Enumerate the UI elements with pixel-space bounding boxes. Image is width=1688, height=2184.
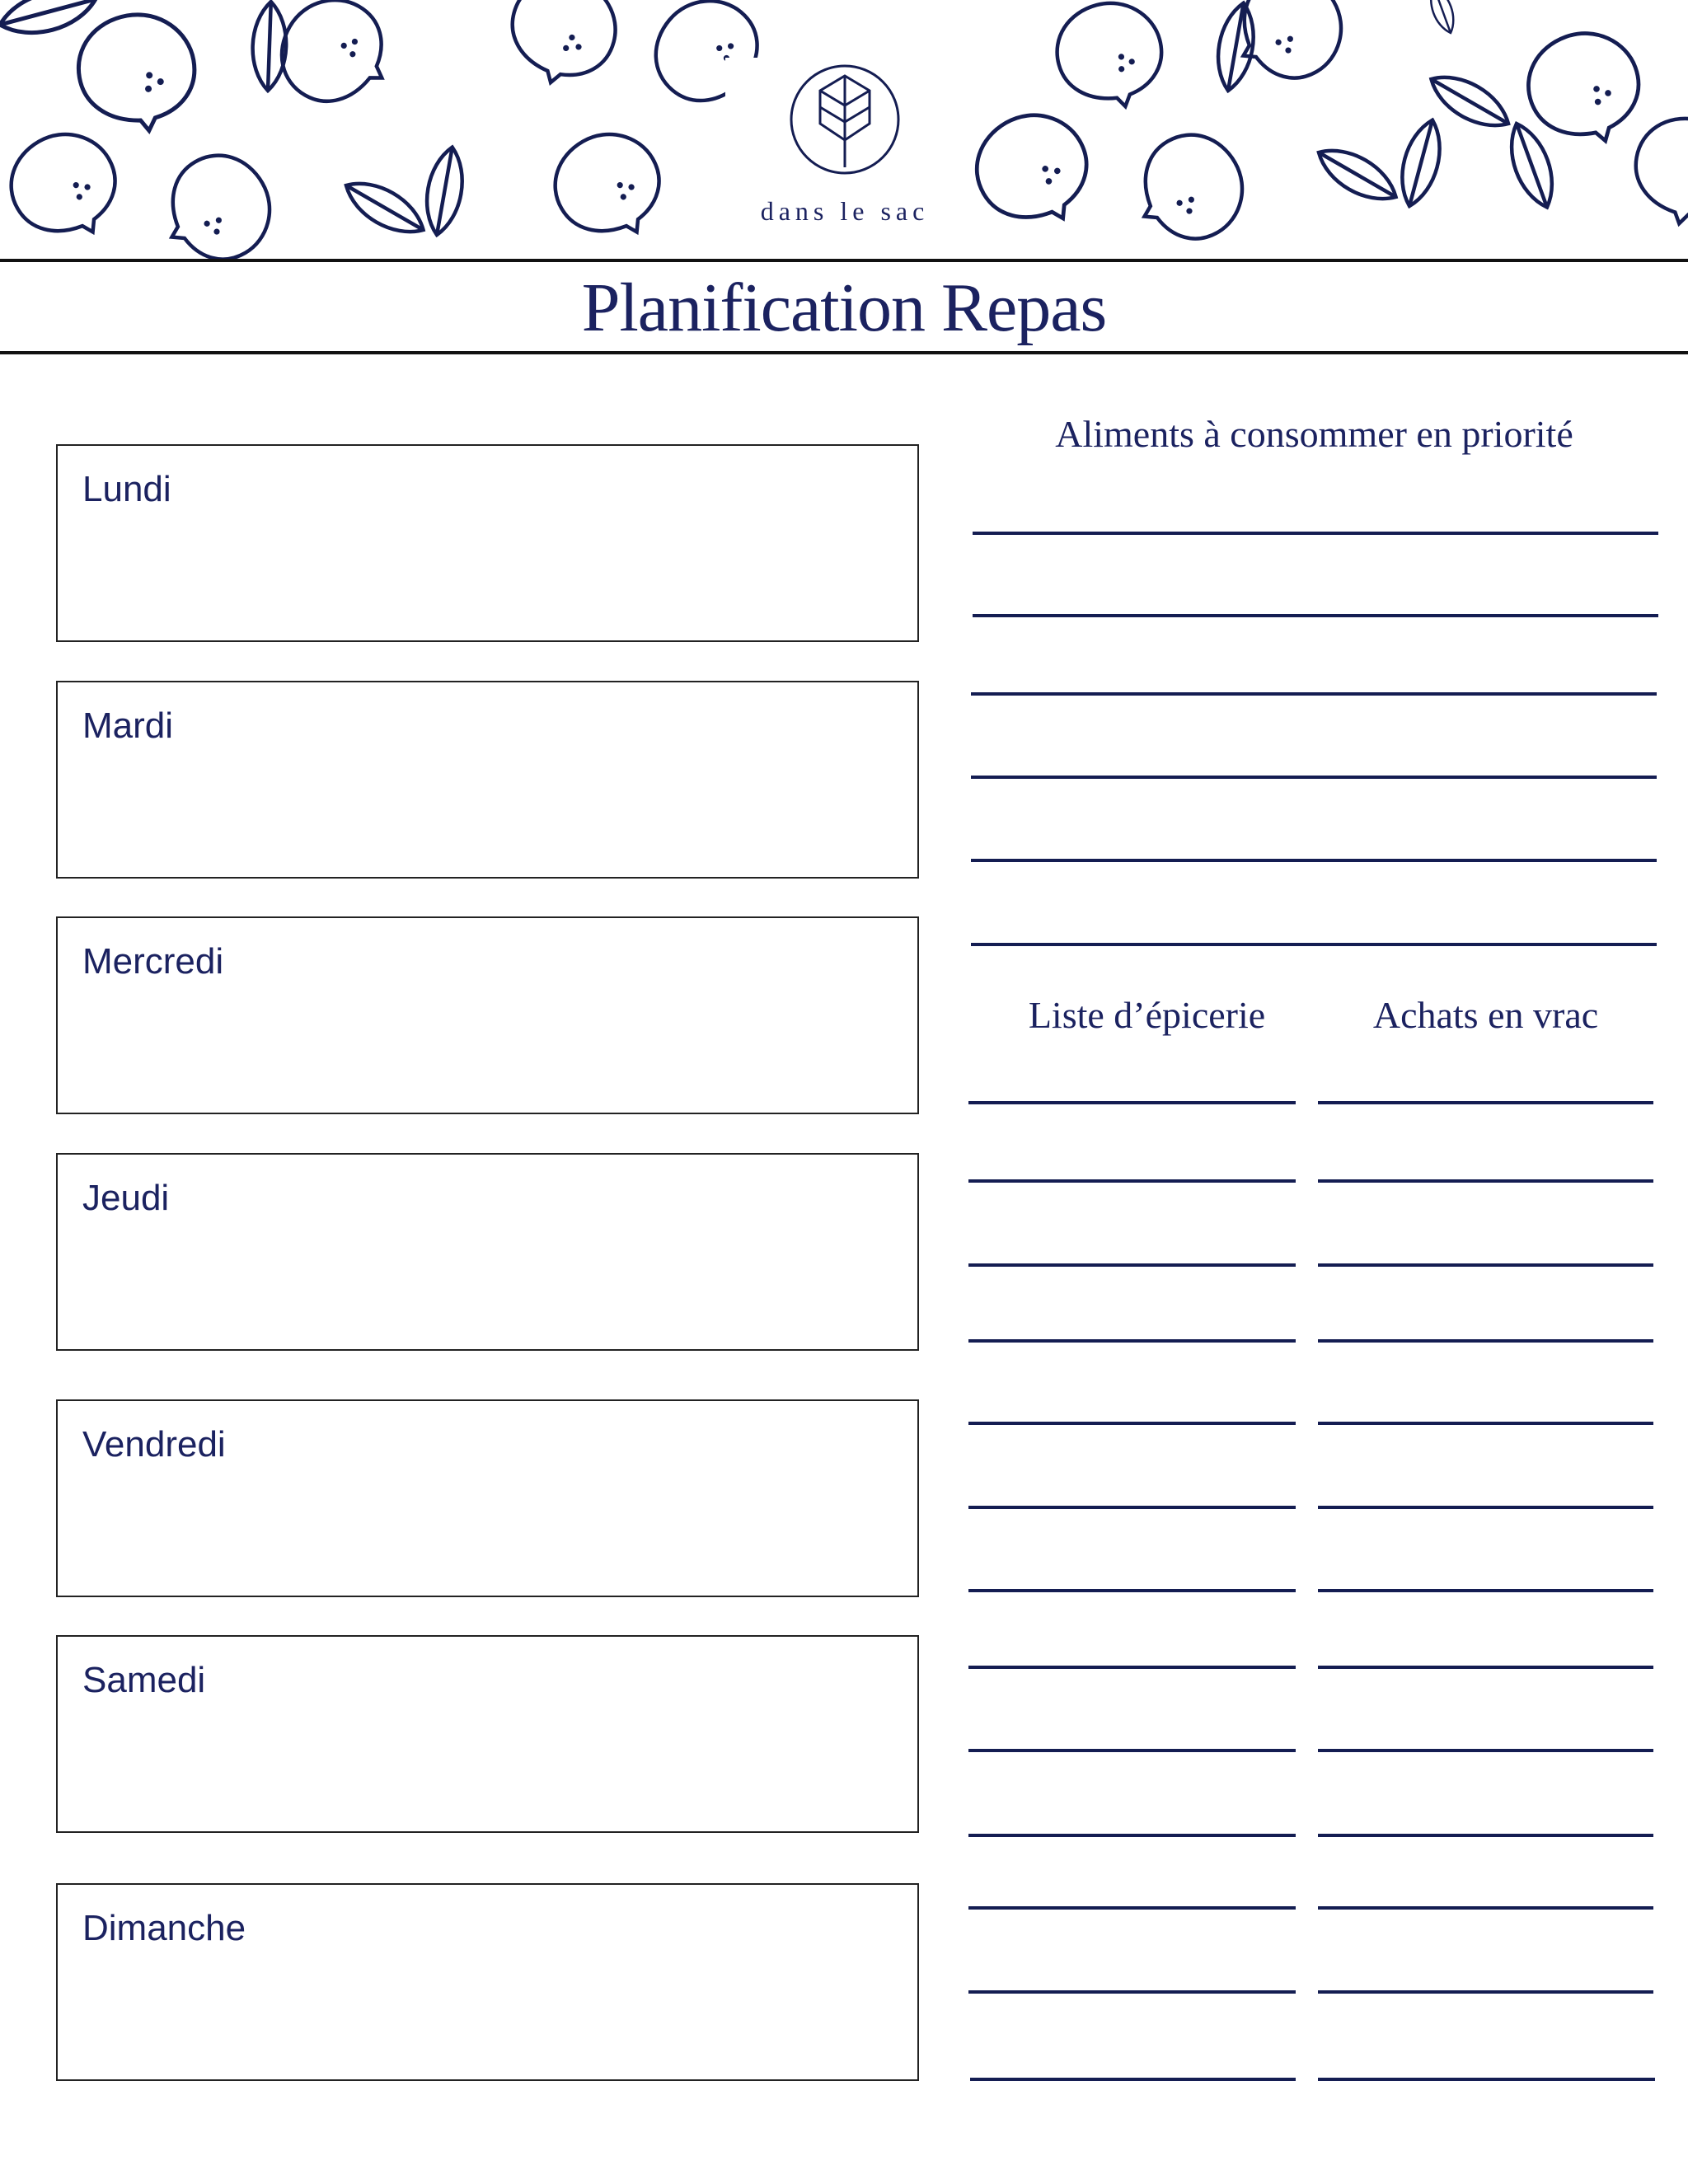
bulk-line[interactable]	[1318, 1422, 1653, 1425]
day-label: Vendredi	[82, 1424, 226, 1465]
priority-line[interactable]	[973, 614, 1658, 617]
grocery-line[interactable]	[968, 1263, 1296, 1267]
priority-line[interactable]	[973, 532, 1658, 535]
grocery-section-title: Liste d’épicerie	[1028, 994, 1266, 1036]
bulk-line[interactable]	[1318, 1263, 1653, 1267]
day-box-dimanche[interactable]	[56, 1883, 919, 2081]
day-box-vendredi[interactable]	[56, 1399, 919, 1597]
bulk-line[interactable]	[1318, 2078, 1655, 2081]
grocery-line[interactable]	[970, 2078, 1296, 2081]
bulk-line[interactable]	[1318, 1906, 1653, 1910]
brand-name: dans le sac	[760, 196, 930, 226]
day-box-mercredi[interactable]	[56, 916, 919, 1114]
priority-line[interactable]	[971, 776, 1657, 779]
day-label: Mardi	[82, 705, 174, 746]
day-label: Jeudi	[82, 1178, 170, 1218]
bulk-line[interactable]	[1318, 1749, 1653, 1752]
day-label: Lundi	[82, 469, 171, 509]
day-box-mardi[interactable]	[56, 681, 919, 879]
bulk-line[interactable]	[1318, 1101, 1653, 1104]
grocery-line[interactable]	[968, 1506, 1296, 1509]
priority-line[interactable]	[971, 943, 1657, 946]
day-label: Mercredi	[82, 941, 224, 982]
grocery-line[interactable]	[968, 1749, 1296, 1752]
day-box-samedi[interactable]	[56, 1635, 919, 1833]
bulk-line[interactable]	[1318, 1990, 1653, 1994]
day-box-jeudi[interactable]	[56, 1153, 919, 1351]
grocery-line[interactable]	[968, 1422, 1296, 1425]
day-box-lundi[interactable]	[56, 444, 919, 642]
grocery-line[interactable]	[968, 1589, 1296, 1592]
lemon-icon	[70, 6, 204, 141]
header-rule-top	[0, 259, 1688, 262]
bulk-section-title: Achats en vrac	[1372, 994, 1599, 1036]
priority-section-title: Aliments à consommer en priorité	[1055, 413, 1573, 455]
grocery-line[interactable]	[968, 1834, 1296, 1837]
bulk-line[interactable]	[1318, 1666, 1653, 1669]
bulk-line[interactable]	[1318, 1339, 1653, 1343]
day-label: Samedi	[82, 1660, 206, 1700]
bulk-line[interactable]	[1318, 1589, 1653, 1592]
priority-line[interactable]	[971, 859, 1657, 862]
bulk-line[interactable]	[1318, 1506, 1653, 1509]
day-label: Dimanche	[82, 1908, 246, 1948]
leaf-logo-icon	[725, 58, 973, 177]
grocery-line[interactable]	[968, 1666, 1296, 1669]
grocery-line[interactable]	[968, 1339, 1296, 1343]
grocery-line[interactable]	[968, 1101, 1296, 1104]
grocery-line[interactable]	[968, 1990, 1296, 1994]
grocery-line[interactable]	[968, 1179, 1296, 1183]
bulk-line[interactable]	[1318, 1179, 1653, 1183]
grocery-line[interactable]	[968, 1906, 1296, 1910]
header-rule-bottom	[0, 351, 1688, 354]
bulk-line[interactable]	[1318, 1834, 1653, 1837]
page-title: Planification Repas	[581, 269, 1107, 346]
priority-line[interactable]	[971, 692, 1657, 696]
